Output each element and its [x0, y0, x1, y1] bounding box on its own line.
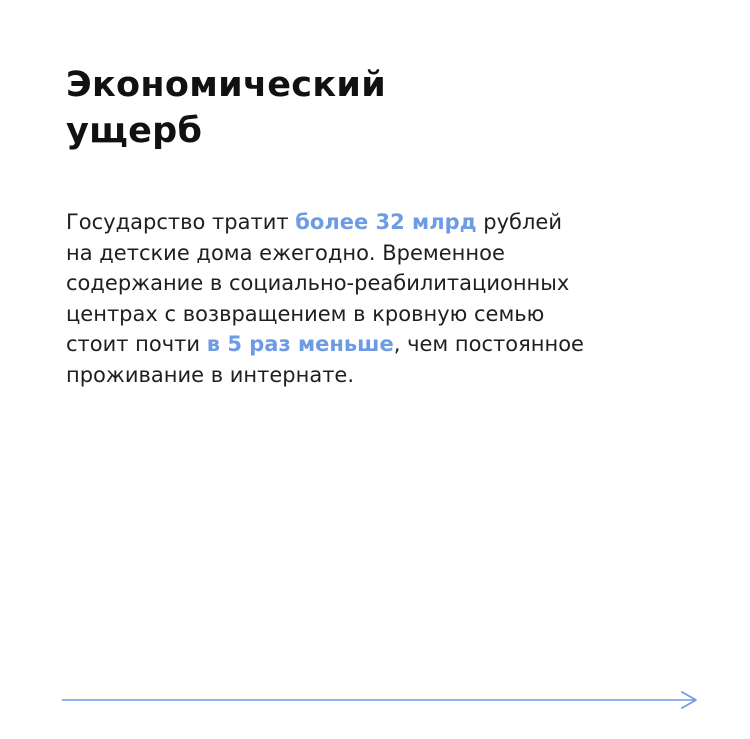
arrow-right-icon[interactable]	[62, 690, 698, 710]
paragraph-line-3: содержание в социально-реабилитационных	[66, 271, 570, 295]
highlight-ratio: в 5 раз меньше	[206, 332, 394, 356]
paragraph-text: , чем постоянное	[393, 332, 584, 356]
slide-paragraph	[66, 207, 696, 390]
paragraph-line-2: на детские дома ежегодно. Временное	[66, 240, 505, 265]
slide-title-line-1: Экономический	[66, 65, 387, 105]
paragraph-line-6: проживание в интернате.	[66, 362, 355, 387]
paragraph-text: стоит почти	[66, 332, 207, 356]
slide-title-line-2: ущерб	[66, 111, 203, 151]
paragraph-line-5	[66, 329, 696, 360]
slide-title	[66, 62, 386, 154]
highlight-amount: более 32 млрд	[295, 210, 477, 234]
paragraph-text: рублей	[476, 210, 562, 234]
paragraph-line-4: центрах с возвращением в кровную семью	[66, 301, 545, 326]
paragraph-text: Государство тратит	[66, 210, 296, 234]
paragraph-line-1	[66, 207, 696, 238]
